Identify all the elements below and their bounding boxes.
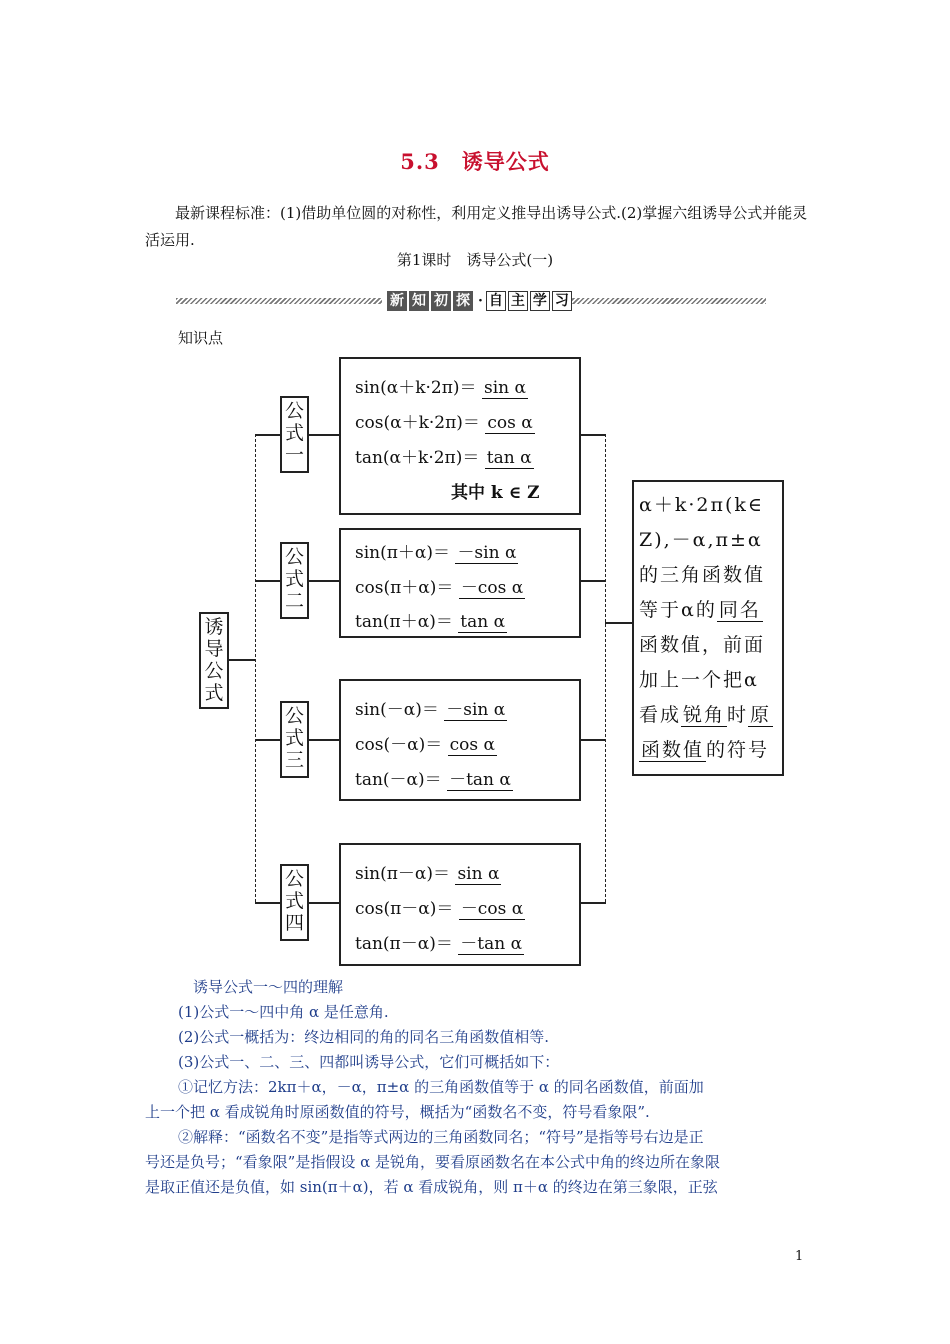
page-number: 1 — [795, 1249, 804, 1264]
notes-heading: 诱导公式一～四的理解 — [193, 978, 344, 996]
answer-blank: －sin α — [457, 543, 517, 563]
answer-blank: cos α — [487, 413, 533, 433]
page-title: 5.3 诱导公式 — [400, 149, 550, 174]
connector — [581, 739, 606, 741]
note-paragraph: 号还是负号；“看象限”是指假设 α 是锐角，要看原函数名在本公式中角的终边所在象限 — [145, 1153, 721, 1171]
formula-1-box: sin(α＋k·2π)＝ sin α cos(α＋k·2π)＝ cos α tan(α＋k·2π)＝ tan α 其中 k ∈ Z — [339, 357, 581, 515]
connector — [255, 739, 280, 741]
connector — [581, 434, 606, 436]
band-char: 习 — [552, 291, 572, 311]
answer-blank: 原 — [750, 704, 772, 726]
band-line-right — [568, 298, 766, 304]
formula-3-box: sin(－α)＝ －sin α cos(－α)＝ cos α tan(－α)＝ －tan α — [339, 679, 581, 801]
note-paragraph: 上一个把 α 看成锐角时原函数值的符号，概括为“函数名不变，符号看象限”. — [145, 1103, 650, 1121]
explanation-box: α＋k·2π(k∈ Z),－α,π±α 的三角函数值 等于α的 同名 函数值，前面 加上一个把α 看成 锐角 时 原 函数值 的符号 — [632, 480, 784, 776]
answer-blank: 同名 — [718, 599, 761, 621]
answer-blank: －sin α — [446, 700, 506, 720]
answer-blank: tan α — [486, 448, 532, 468]
formula-1-name: 公 式 一 — [280, 396, 309, 473]
answer-blank: sin α — [483, 378, 526, 398]
connector — [605, 622, 633, 624]
note-paragraph: (3)公式一、二、三、四都叫诱导公式，它们可概括如下： — [178, 1053, 560, 1071]
section-band — [387, 290, 574, 312]
band-char: 新 — [387, 291, 407, 311]
connector — [309, 739, 340, 741]
answer-blank: －tan α — [460, 934, 523, 954]
answer-blank: －tan α — [449, 770, 511, 790]
band-line-left — [176, 298, 382, 304]
band-char: 学 — [530, 291, 550, 311]
band-dot: · — [478, 293, 483, 309]
connector — [309, 902, 340, 904]
root-box: 诱 导 公 式 — [199, 612, 229, 709]
knowledge-point-label: 知识点 — [178, 329, 224, 347]
connector — [255, 902, 280, 904]
connector — [229, 659, 256, 661]
connector — [255, 434, 280, 436]
right-spine — [605, 434, 606, 902]
note-paragraph: 是取正值还是负值，如 sin(π＋α)，若 α 看成锐角，则 π＋α 的终边在第三象限，正弦 — [145, 1178, 718, 1196]
answer-blank: tan α — [460, 612, 506, 632]
formula-2-box: sin(π＋α)＝ －sin α cos(π＋α)＝ －cos α tan(π＋α)＝ tan α — [339, 528, 581, 638]
intro-paragraph: 最新课程标准：(1)借助单位圆的对称性，利用定义推导出诱导公式.(2)掌握六组诱导公式并能灵活运用. — [145, 204, 808, 249]
note-paragraph: ②解释：“函数名不变”是指等式两边的三角函数同名；“符号”是指等号右边是正 — [178, 1128, 704, 1146]
band-char: 主 — [508, 291, 528, 311]
band-char: 自 — [486, 291, 506, 311]
note-paragraph: (2)公式一概括为：终边相同的角的同名三角函数值相等. — [178, 1028, 550, 1046]
band-char: 探 — [453, 291, 473, 311]
band-char: 初 — [431, 291, 451, 311]
note-paragraph: ①记忆方法：2kπ＋α，－α，π±α 的三角函数值等于 α 的同名函数值，前面加 — [178, 1078, 704, 1096]
formula-4-box: sin(π－α)＝ sin α cos(π－α)＝ －cos α tan(π－α)＝ －tan α — [339, 843, 581, 966]
answer-blank: sin α — [457, 864, 500, 884]
note-paragraph: (1)公式一～四中角 α 是任意角. — [178, 1003, 389, 1021]
connector — [255, 580, 280, 582]
band-char: 知 — [409, 291, 429, 311]
formula-3-name: 公 式 三 — [280, 701, 309, 778]
answer-blank: 锐角 — [683, 704, 726, 726]
answer-blank: －cos α — [460, 899, 524, 919]
answer-blank: －cos α — [460, 578, 524, 598]
formula-2-name: 公 式 二 — [280, 542, 309, 619]
connector — [581, 580, 606, 582]
answer-blank: cos α — [449, 735, 496, 755]
connector — [309, 580, 340, 582]
lesson-subtitle: 第1课时 诱导公式(一) — [396, 251, 554, 269]
connector — [309, 434, 340, 436]
answer-blank: 函数值 — [641, 739, 705, 761]
formula-1-note: 其中 k ∈ Z — [451, 483, 540, 503]
left-spine — [255, 434, 256, 902]
connector — [581, 902, 606, 904]
formula-4-name: 公 式 四 — [280, 864, 309, 941]
